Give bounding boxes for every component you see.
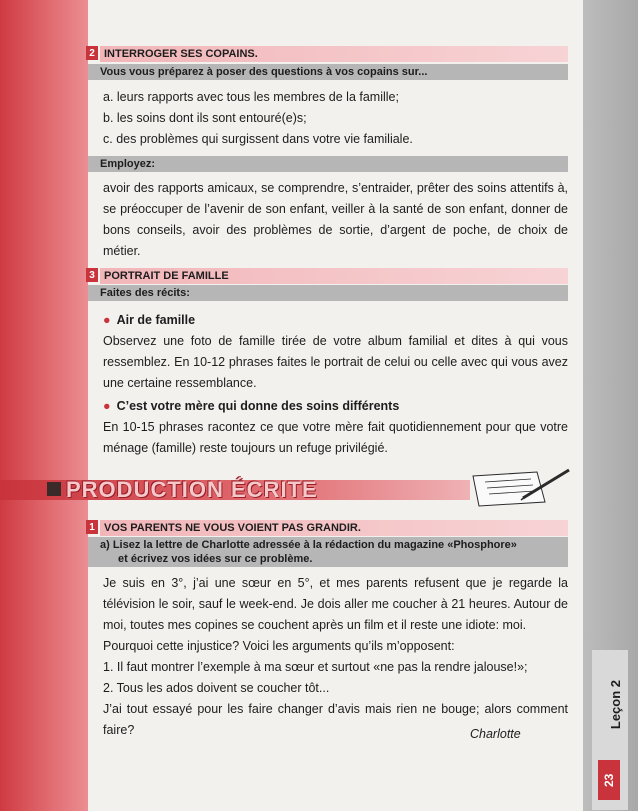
left-red-margin — [0, 0, 88, 811]
subtitle-line: et écrivez vos idées sur ce problème. — [118, 553, 313, 565]
employez-text: avoir des rapports amicaux, se comprendre, s’entraider, prêter des soins attentifs à, se préoccuper de l’avenir de son enfant, veiller à la santé de son enfant, donner de bons conseils, avoir des problèmes de sortie, d’argent de poche, de choix de métier. — [103, 181, 568, 258]
section-number-2: 2 — [86, 46, 98, 60]
production-banner — [0, 468, 583, 510]
bullet-icon: ● — [103, 399, 111, 413]
notepad-pen-icon — [465, 468, 575, 510]
section3-title: PORTRAIT DE FAMILLE — [100, 268, 568, 284]
bullet2-text: En 10-15 phrases racontez ce que votre mère fait quotidiennement pour que votre ménage (famille) reste toujours un refuge privilégié. — [103, 420, 568, 455]
employez-label: Employez: — [88, 156, 568, 172]
bullet2-heading — [103, 396, 568, 417]
section2-subtitle: Vous vous préparez à poser des questions à vos copains sur... — [88, 64, 568, 80]
section-number-3: 3 — [86, 268, 98, 282]
section-number-1: 1 — [86, 520, 98, 534]
letter-body — [103, 573, 568, 741]
list-item: c. des problèmes qui surgissent dans votre vie familiale. — [103, 132, 413, 146]
section2-items — [103, 87, 568, 150]
subtitle-line: a) Lisez la lettre de Charlotte adressée à la rédaction du magazine «Phosphore» — [100, 539, 517, 551]
letter-paragraph: 1. Il faut montrer l’exemple à ma sœur et surtout «ne pas la rendre jalouse!»; — [103, 660, 528, 674]
signature: Charlotte — [470, 727, 521, 741]
production-title: PRODUCTION ÉCRITE — [66, 477, 318, 502]
section4-subtitle — [88, 537, 568, 567]
lesson-label: Leçon 2 — [608, 680, 623, 730]
bullet1-text: Observez une foto de famille tirée de votre album familial et dites à qui vous ressemblez. En 10-12 phrases faites le portrait de celui ou celle avec qui vous avez une certaine ressemblance. — [103, 334, 568, 390]
bullet1-heading — [103, 310, 568, 331]
banner-square-icon — [47, 482, 61, 496]
section3-subtitle: Faites des récits: — [88, 285, 568, 301]
bullet1-title: Air de famille — [116, 313, 196, 327]
section4-title: VOS PARENTS NE VOUS VOIENT PAS GRANDIR. — [100, 520, 568, 536]
page-number: 23 — [598, 760, 620, 800]
letter-paragraph: J’ai tout essayé pour les faire changer d’avis mais rien ne bouge; alors comment faire? — [103, 702, 568, 737]
bullet-icon: ● — [103, 313, 111, 327]
section2-title: INTERROGER SES COPAINS. — [100, 46, 568, 62]
list-item: a. leurs rapports avec tous les membres de la famille; — [103, 90, 399, 104]
letter-paragraph: Je suis en 3°, j’ai une sœur en 5°, et mes parents refusent que je regarde la télévision le soir, sauf le week-end. Je dois aller me coucher à 21 heures. Autour de moi, toutes mes copines se couchent après un film et il reste une idiote: moi. — [103, 576, 568, 632]
letter-paragraph: Pourquoi cette injustice? Voici les arguments qu’ils m’opposent: — [103, 639, 455, 653]
bullet2-title: C’est votre mère qui donne des soins différents — [116, 399, 400, 413]
letter-paragraph: 2. Tous les ados doivent se coucher tôt... — [103, 681, 330, 695]
list-item: b. les soins dont ils sont entouré(e)s; — [103, 111, 307, 125]
